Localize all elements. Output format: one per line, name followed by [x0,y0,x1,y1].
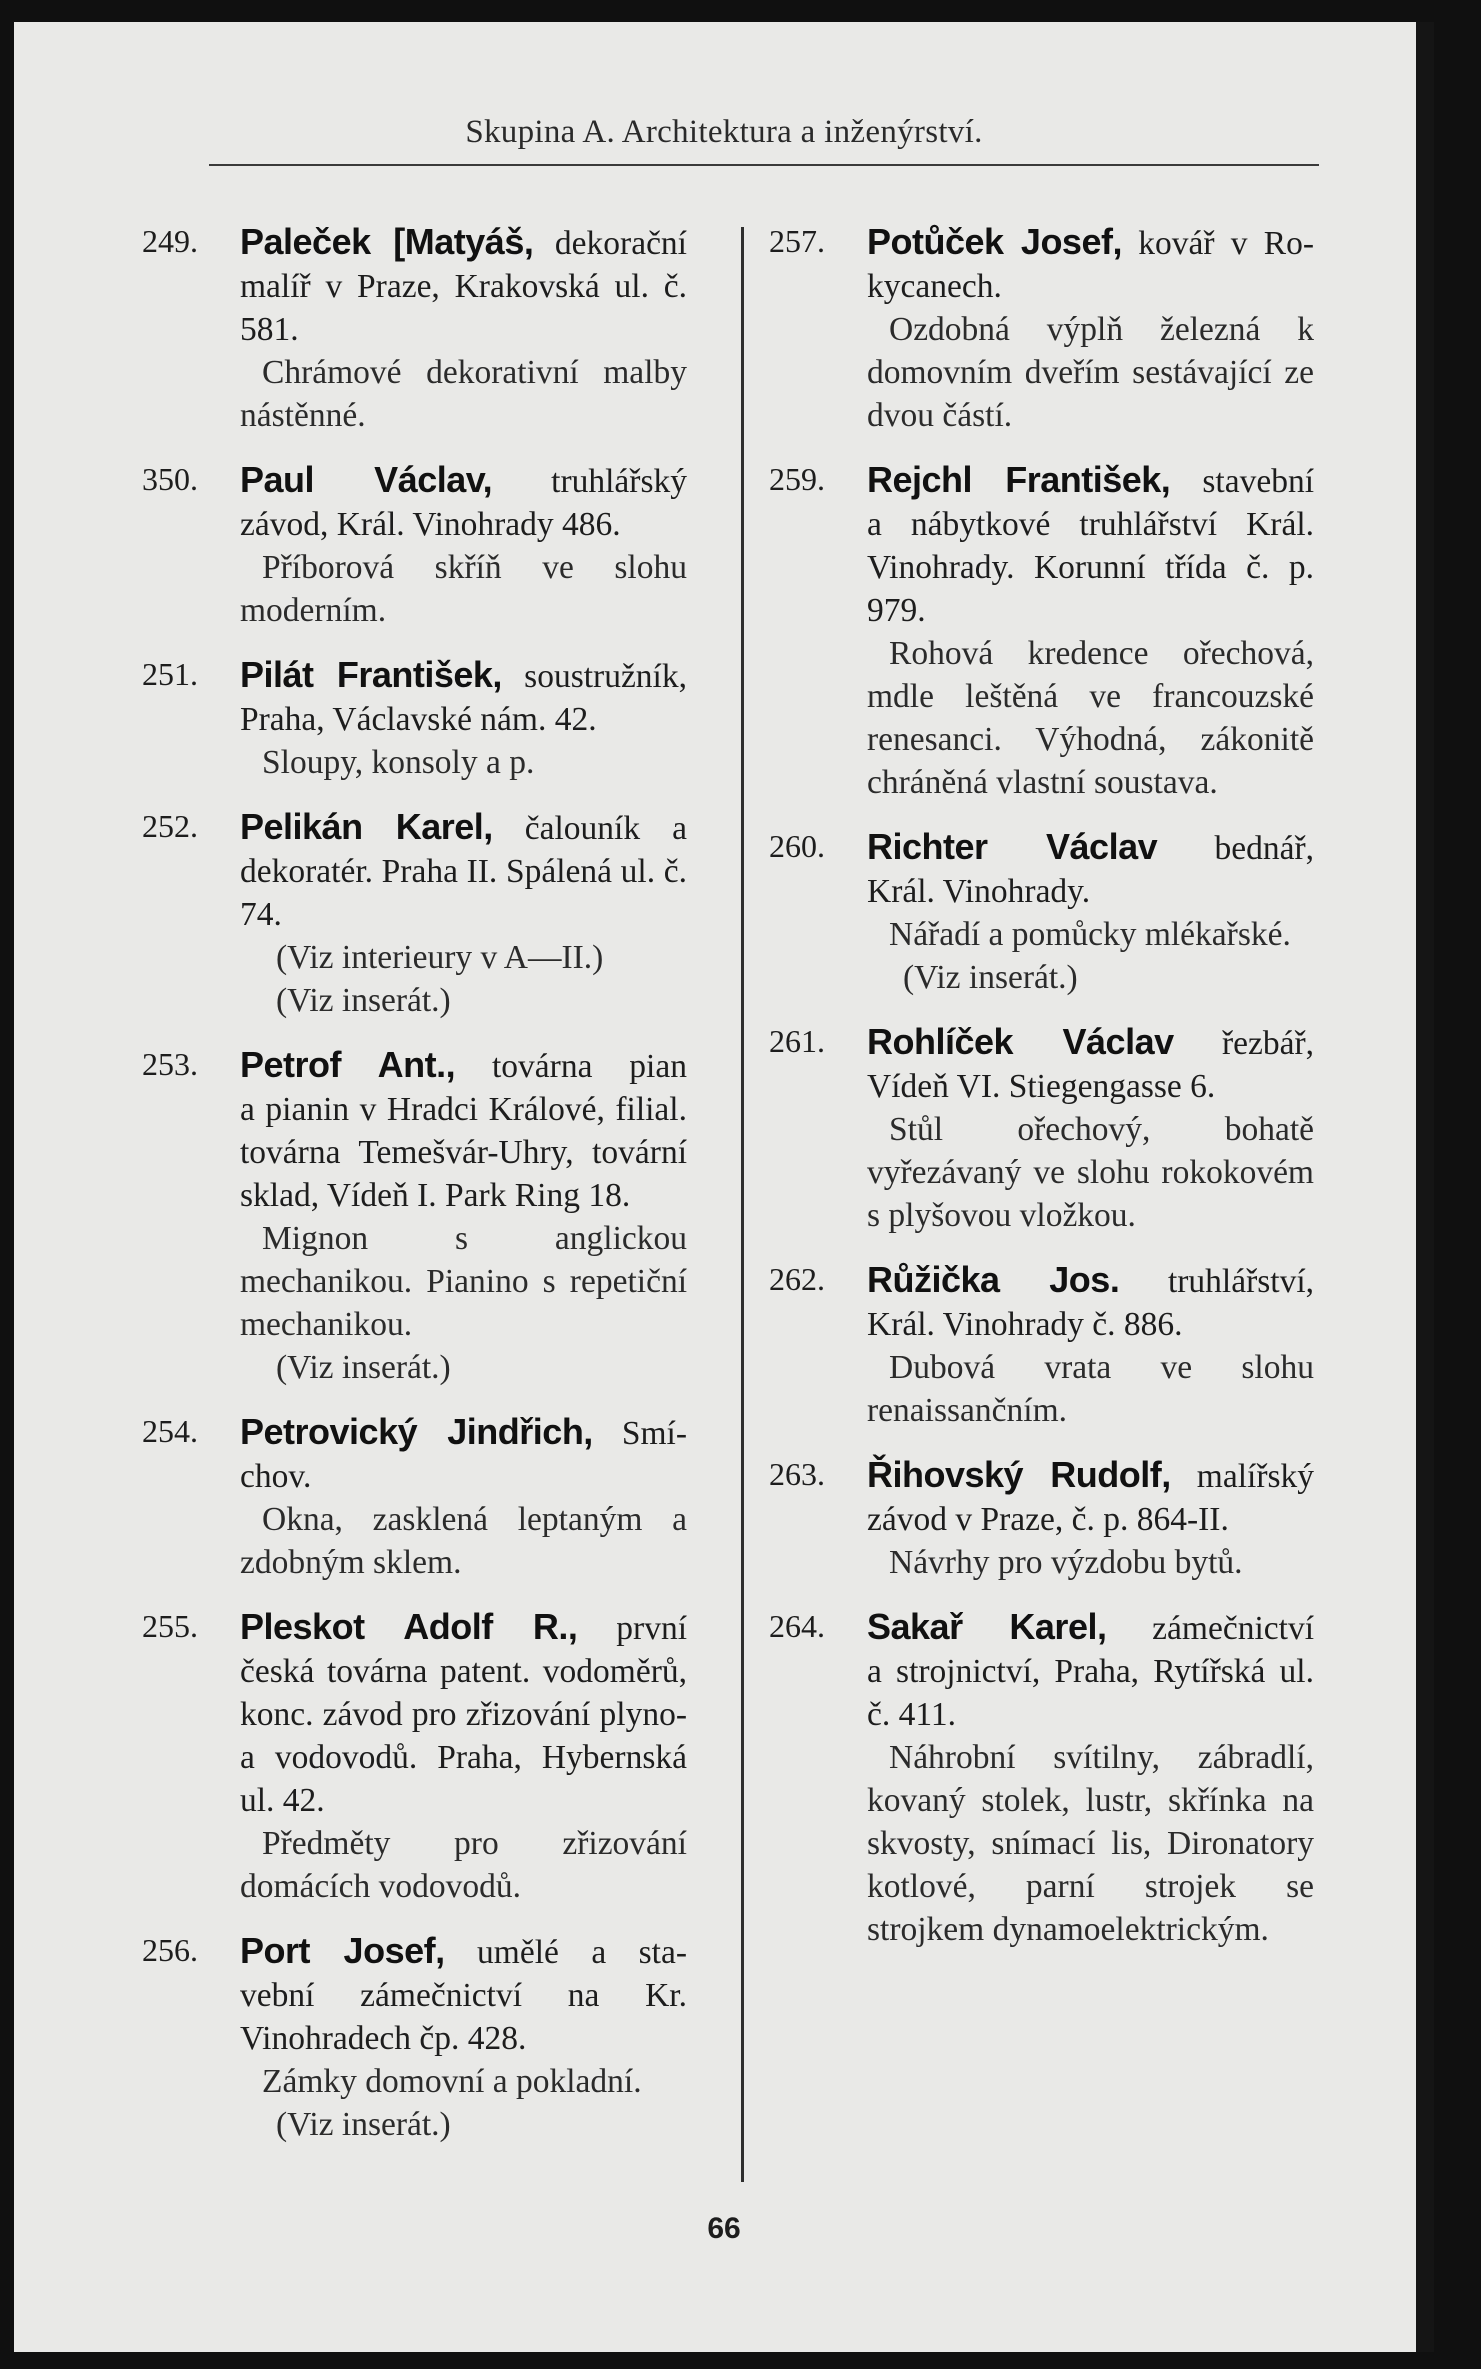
entry-address: závod, Král. Vinohrady 486. [240,506,621,543]
entry-first-line [142,458,687,503]
entry-address: chov. [240,1458,312,1495]
exhibitor-name: Růžička Jos. [867,1259,1120,1300]
entry-heading [240,220,687,265]
entry-heading [867,1258,1314,1303]
entry-reference: (Viz inserát.) [276,982,451,1019]
entry-number: 255. [142,1608,198,1644]
catalog-entry [142,1605,687,1908]
entry-trade: truhlářský [551,463,687,500]
entry-description: Sloupy, konsoly a p. [262,744,535,781]
entry-heading [240,458,687,503]
entry-reference: (Viz inserát.) [276,1349,451,1386]
entry-first-line [769,825,1314,870]
entry-trade: umělé a sta- [477,1934,688,1971]
entry-heading [867,1020,1314,1065]
entry-heading [240,1929,687,1974]
exhibitor-name: Rejchl František, [867,459,1171,500]
entry-heading [867,825,1314,870]
entry-trade: první [616,1610,688,1647]
entry-trade: Smí- [621,1415,688,1452]
entry-address: závod v Praze, č. p. 864-II. [867,1501,1229,1538]
entry-first-line [142,653,687,698]
entry-description: Chrámové dekorativní malby nástěnné. [240,354,687,434]
catalog-entry [142,1410,687,1584]
entry-number: 262. [769,1261,825,1297]
catalog-entry [769,1258,1314,1432]
exhibitor-name: Petrof Ant., [240,1044,456,1085]
exhibitor-name: Pleskot Adolf R., [240,1606,578,1647]
catalog-entry [142,805,687,1022]
entry-heading [240,653,687,698]
entry-first-line [769,220,1314,265]
exhibitor-name: Richter Václav [867,826,1158,867]
entry-address: a nábytkové truhlářství Král. Vinohrady. Korunní třída č. p. 979. [867,506,1314,629]
entry-first-line [142,1410,687,1455]
entry-trade: soustružník, [524,658,687,695]
entry-description: Příborová skříň ve slohu moderním. [240,549,687,629]
exhibitor-name: Paleček [Matyáš, [240,221,534,262]
exhibitor-name: Pilát František, [240,654,502,695]
page-header: Skupina A. Architektura a inženýrství. [465,114,983,150]
book-page [14,22,1434,2352]
entry-trade: stavební [1202,463,1314,500]
entry-description: Ozdobná výplň železná k domovním dveřím sestávající ze dvou částí. [867,311,1314,434]
entry-first-line [142,220,687,265]
entry-trade: továrna pian [492,1048,687,1085]
entry-description: Nářadí a pomůcky mlékařské. [889,916,1291,953]
catalog-entry [769,1605,1314,1951]
entry-number: 254. [142,1413,198,1449]
page-number: 66 [707,2212,741,2245]
entry-number: 261. [769,1023,825,1059]
entry-description: Předměty pro zřizování domácích vodovodů. [240,1825,687,1905]
entry-heading [867,1453,1314,1498]
page-edge [1416,22,1434,2352]
exhibitor-name: Port Josef, [240,1930,445,1971]
entry-description: Dubová vrata ve slohu renaissančním. [867,1349,1314,1429]
entry-description: Mignon s anglickou mechanikou. Pianino s repetiční mechanikou. [240,1220,687,1343]
entry-heading [240,1043,687,1088]
entry-reference: (Viz inserát.) [903,959,1078,996]
entry-first-line [769,1453,1314,1498]
entry-number: 256. [142,1932,198,1968]
entry-trade: dekorační [554,225,687,262]
entry-first-line [142,1043,687,1088]
entry-address: vební zámečnictví na Kr. Vinohradech čp. 428. [240,1977,687,2057]
exhibitor-name: Paul Václav, [240,459,493,500]
catalog-entry [769,1453,1314,1584]
catalog-entry [142,653,687,784]
entry-address: Praha, Václavské nám. 42. [240,701,597,738]
left-column [142,220,687,2167]
entry-address: a strojnictví, Praha, Rytířská ul. č. 411. [867,1653,1314,1733]
catalog-entry [142,1043,687,1389]
entry-trade: řezbář, [1221,1025,1314,1062]
exhibitor-name: Rohlíček Václav [867,1021,1174,1062]
catalog-entry [769,1020,1314,1237]
entry-reference: (Viz interieury v A—II.) [276,939,604,976]
entry-number: 350. [142,461,198,497]
entry-number: 263. [769,1456,825,1492]
header-rule [209,164,1319,166]
entry-trade: čalouník a [524,810,687,847]
entry-trade: bednář, [1214,830,1314,867]
column-divider [741,227,744,2182]
entry-first-line [769,458,1314,503]
entry-description: Náhrobní svítilny, zábradlí, kovaný stolek, lustr, skřínka na skvosty, snímací lis, Dironatory kotlové, parní strojek se strojkem dynamoelektrickým. [867,1739,1314,1948]
entry-trade: malířský [1196,1458,1315,1495]
entry-first-line [142,1929,687,1974]
entry-reference: (Viz inserát.) [276,2106,451,2143]
exhibitor-name: Petrovický Jindřich, [240,1411,593,1452]
entry-first-line [769,1258,1314,1303]
entry-address: malíř v Praze, Krakovská ul. č. 581. [240,268,687,348]
entry-number: 251. [142,656,198,692]
catalog-entry [142,220,687,437]
entry-description: Stůl ořechový, bohatě vyřezávaný ve slohu rokokovém s plyšovou vložkou. [867,1111,1314,1234]
catalog-entry [769,458,1314,804]
entry-number: 257. [769,223,825,259]
entry-first-line [142,805,687,850]
entry-address: dekoratér. Praha II. Spálená ul. č. 74. [240,853,687,933]
entry-description: Návrhy pro výzdobu bytů. [889,1544,1243,1581]
entry-number: 249. [142,223,198,259]
entry-number: 260. [769,828,825,864]
entry-trade: zámečnictví [1152,1610,1314,1647]
entry-address: a pianin v Hradci Králové, filial. továrna Temešvár-Uhry, tovární sklad, Vídeň I. Park Ring 18. [240,1091,687,1214]
exhibitor-name: Řihovský Rudolf, [867,1454,1171,1495]
entry-heading [867,220,1314,265]
entry-first-line [769,1605,1314,1650]
entry-trade: truhlářství, [1167,1263,1315,1300]
catalog-entry [769,220,1314,437]
entry-heading [867,1605,1314,1650]
entry-first-line [142,1605,687,1650]
entry-address: Král. Vinohrady č. 886. [867,1306,1183,1343]
entry-heading [240,805,687,850]
entry-heading [240,1605,687,1650]
catalog-entry [142,458,687,632]
entry-number: 252. [142,808,198,844]
entry-number: 264. [769,1608,825,1644]
right-column [769,220,1314,1972]
entry-number: 253. [142,1046,198,1082]
entry-trade: kovář v Ro- [1138,225,1314,262]
entry-address: Král. Vinohrady. [867,873,1091,910]
entry-heading [240,1410,687,1455]
catalog-entry [142,1929,687,2146]
entry-description: Okna, zasklená leptaným a zdobným sklem. [240,1501,687,1581]
exhibitor-name: Sakař Karel, [867,1606,1107,1647]
entry-description: Rohová kredence ořechová, mdle leštěná ve francouzské renesanci. Výhodná, zákonitě chráněná vlastní soustava. [867,635,1314,801]
exhibitor-name: Pelikán Karel, [240,806,493,847]
entry-address: Vídeň VI. Stiegengasse 6. [867,1068,1216,1105]
entry-heading [867,458,1314,503]
entry-description: Zámky domovní a pokladní. [262,2063,642,2100]
entry-first-line [769,1020,1314,1065]
catalog-entry [769,825,1314,999]
entry-number: 259. [769,461,825,497]
entry-address: česká továrna patent. vodoměrů, konc. závod pro zřizování plyno- a vodovodů. Praha, Hybernská ul. 42. [240,1653,687,1819]
entry-address: kycanech. [867,268,1002,305]
exhibitor-name: Potůček Josef, [867,221,1122,262]
